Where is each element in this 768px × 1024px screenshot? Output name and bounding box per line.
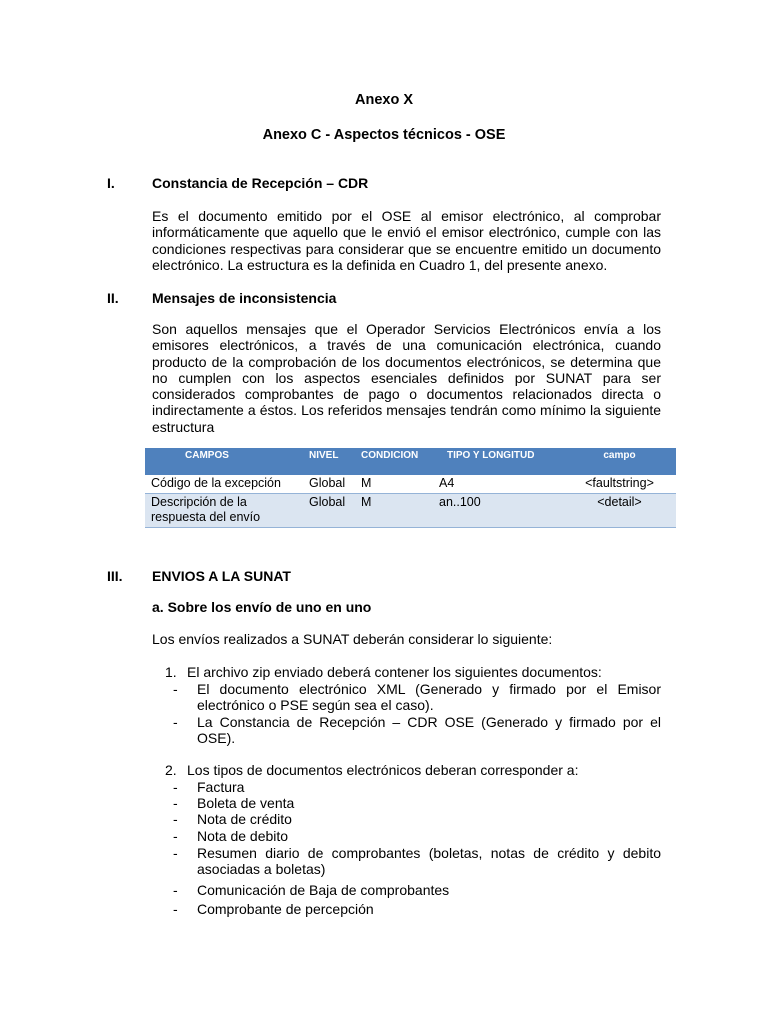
bullet-text: Nota de crédito [197, 811, 292, 827]
cell-campos: Descripción de la respuesta del envío [145, 493, 303, 527]
bullet-text: Resumen diario de comprobantes (boletas, notas de crédito y debito asociadas a boletas) [197, 845, 661, 878]
section-1-body: Es el documento emitido por el OSE al emisor electrónico, al comprobar informáticamente que aquello que le envió el emisor electrónico, cumple con las condiciones respectivas para considerar que se encuentre emitido un documento electrónico. La estructura es la definida en Cuadro 1, del presente anexo. [152, 208, 661, 273]
dash-icon: - [173, 882, 178, 898]
bullet-text: La Constancia de Recepción – CDR OSE (Generado y firmado por el OSE). [197, 714, 661, 747]
cell-campo: <faultstring> [563, 475, 676, 493]
list-item-text: Los tipos de documentos electrónicos deberan corresponder a: [187, 762, 579, 778]
header-campo: campo [563, 448, 676, 475]
header-condicion: CONDICION [355, 448, 433, 475]
dash-icon: - [173, 714, 178, 730]
section-3-title: ENVIOS A LA SUNAT [152, 568, 291, 584]
subsection-a-title: a. Sobre los envío de uno en uno [152, 599, 372, 615]
bullet-text: Factura [197, 779, 245, 795]
section-1-number: I. [107, 175, 115, 191]
dash-icon: - [173, 901, 178, 917]
cell-campo: <detail> [563, 493, 676, 527]
table-row [145, 493, 676, 527]
cell-tipo-longitud: an..100 [433, 493, 563, 527]
annex-title: Anexo X [354, 92, 413, 108]
cell-condicion: M [355, 475, 433, 493]
bullet-text: El documento electrónico XML (Generado y firmado por el Emisor electrónico o PSE según sea el caso). [197, 681, 661, 714]
cell-nivel: Global [303, 493, 355, 527]
cell-tipo-longitud: A4 [433, 475, 563, 493]
bullet-text: Comprobante de percepción [197, 901, 374, 917]
list-item-text: El archivo zip enviado deberá contener los siguientes documentos: [187, 664, 602, 680]
cell-campos: Código de la excepción [145, 475, 303, 493]
section-3-number: III. [107, 568, 123, 584]
annex-subtitle: Anexo C - Aspectos técnicos - OSE [262, 127, 506, 143]
cell-condicion: M [355, 493, 433, 527]
header-tipo-longitud: TIPO Y LONGITUD [433, 448, 563, 475]
dash-icon: - [173, 795, 178, 811]
list-item [173, 714, 661, 747]
list-item [173, 845, 661, 878]
header-nivel: NIVEL [303, 448, 355, 475]
list-item [173, 882, 661, 898]
section-2-body: Son aquellos mensajes que el Operador Servicios Electrónicos envía a los emisores electrónicos, a través de una comunicación electrónica, cuando producto de la comprobación de los documentos electrónicos, se determina que no cumplen con los aspectos esenciales definidos por SUNAT para ser considerados comprobantes de pago o documentos relacionados directa o indirectamente a éstos. Los referidos mensajes tendrán como mínimo la siguiente estructura [152, 321, 661, 435]
bullet-text: Nota de debito [197, 828, 289, 844]
list-item-number: 1. [165, 664, 177, 680]
list-item-1 [165, 664, 602, 680]
list-item-2 [165, 762, 578, 778]
bullet-text: Boleta de venta [197, 795, 295, 811]
list-item [173, 901, 661, 917]
table-row [145, 475, 676, 493]
dash-icon: - [173, 811, 178, 827]
cell-nivel: Global [303, 475, 355, 493]
section-2-number: II. [107, 290, 119, 306]
table-header-row [145, 448, 676, 475]
section-1-title: Constancia de Recepción – CDR [152, 175, 369, 191]
dash-icon: - [173, 828, 178, 844]
list-item [173, 811, 661, 827]
list-item-number: 2. [165, 762, 177, 778]
dash-icon: - [173, 779, 178, 795]
list-item [173, 779, 661, 795]
section-2-title: Mensajes de inconsistencia [152, 290, 337, 306]
list-item [173, 828, 661, 844]
list-item [173, 681, 661, 714]
section-3-intro: Los envíos realizados a SUNAT deberán considerar lo siguiente: [152, 631, 553, 647]
message-structure-table [145, 448, 676, 528]
bullet-text: Comunicación de Baja de comprobantes [197, 882, 450, 898]
dash-icon: - [173, 681, 178, 697]
dash-icon: - [173, 845, 178, 861]
header-campos: CAMPOS [145, 448, 303, 475]
list-item [173, 795, 661, 811]
